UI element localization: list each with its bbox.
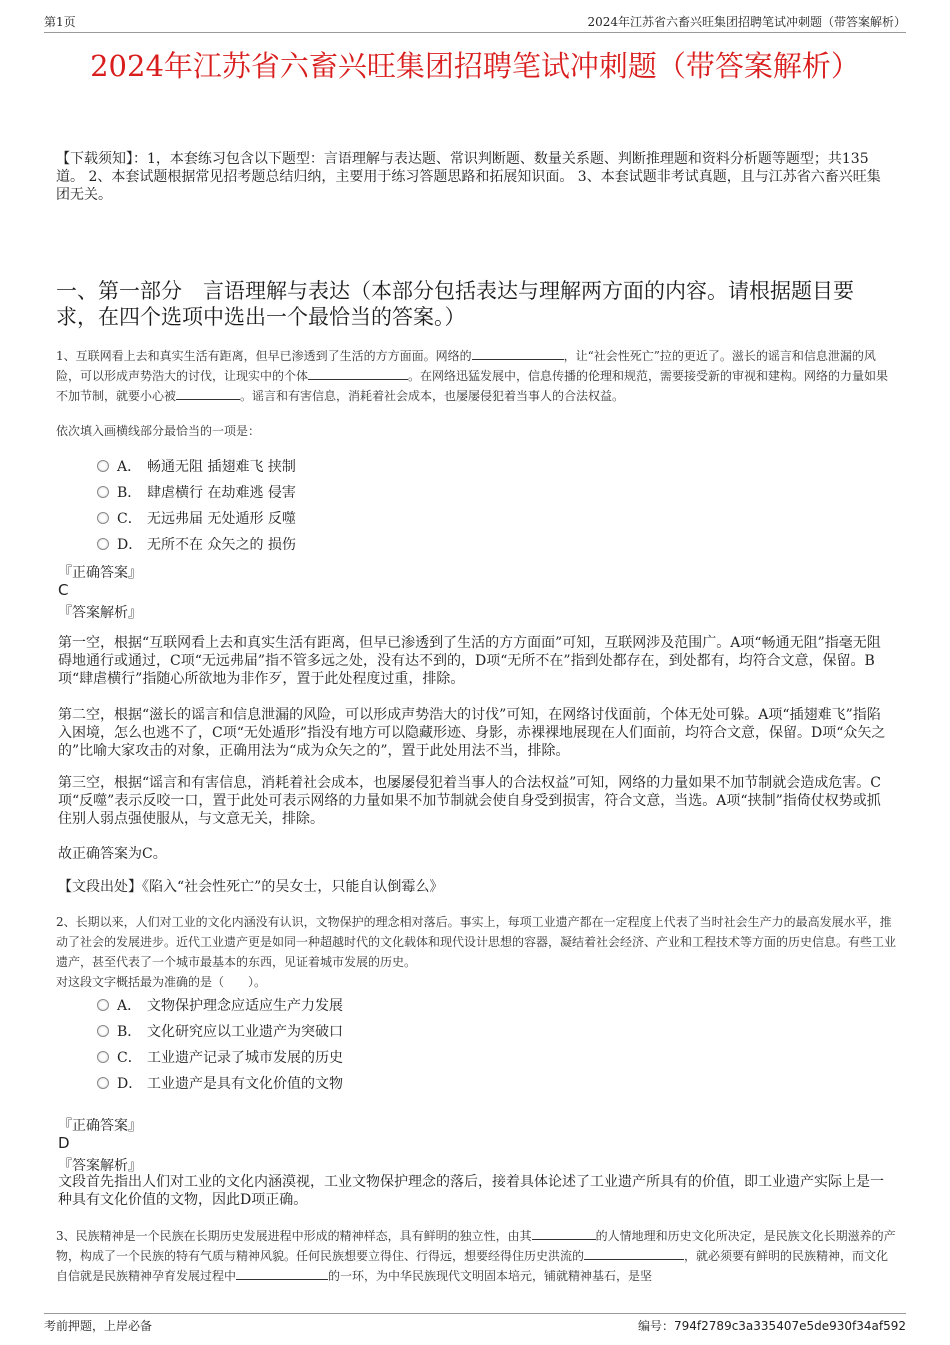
answer-label: 『正确答案』 bbox=[58, 565, 142, 581]
option-c[interactable]: C． 无远弗届 无处遁形 反噬 bbox=[97, 505, 296, 531]
blank-3 bbox=[236, 1267, 328, 1280]
radio-icon[interactable] bbox=[97, 538, 109, 550]
analysis-paragraph: 第二空，根据“滋长的谣言和信息泄漏的风险，可以形成声势浩大的讨伐”可知，在网络讨伐面前，个体无处可躲。A项“插翅难飞”指陷入困境，怎么也逃不了，C项“无处遁形”指没有地方可以隐藏形迹、身影，赤裸裸地展现在人们面前，均符合文意，保留。D项“众矢之的”比喻大家攻击的对象，正确用法为“成为众矢之的”，置于此处用法不当，排除。 bbox=[58, 707, 886, 759]
analysis-conclusion: 故正确答案为C。 bbox=[58, 846, 167, 862]
question-1-options bbox=[97, 453, 296, 557]
blank-2 bbox=[308, 367, 408, 380]
option-b[interactable]: B． 文化研究应以工业遗产为突破口 bbox=[97, 1018, 343, 1044]
footer-slogan: 考前押题，上岸必备 bbox=[44, 1319, 153, 1333]
option-b[interactable]: B． 肆虐横行 在劫难逃 侵害 bbox=[97, 479, 296, 505]
header-doc-title: 2024年江苏省六畜兴旺集团招聘笔试冲刺题（带答案解析） bbox=[587, 15, 906, 29]
blank-2 bbox=[584, 1247, 684, 1260]
option-d[interactable]: D． 无所不在 众矢之的 损伤 bbox=[97, 531, 296, 557]
option-a[interactable]: A． 畅通无阻 插翅难飞 挟制 bbox=[97, 453, 296, 479]
radio-icon[interactable] bbox=[97, 999, 109, 1011]
question-3-text: 3、民族精神是一个民族在长期历史发展进程中形成的精神样态，具有鲜明的独立性，由其 的人情地理和历史文化所决定，是民族文化长期滋养的产物，构成了一个民族的特有气质与精神风貌。任何民族想要立得住、行得远，想要经得住历史洪流的 ，就必须要有鲜明的民族精神，而文化自信就是民族精神孕育发展过程中 的一环，为中华民族现代文明固本培元，铺就精神基石，是坚 bbox=[56, 1229, 896, 1283]
question-2-options bbox=[97, 992, 343, 1096]
radio-icon[interactable] bbox=[97, 512, 109, 524]
analysis-paragraph: 文段首先指出人们对工业的文化内涵漠视，工业文物保护理念的落后，接着具体论述了工业遗产所具有的价值，即工业遗产实际上是一种具有文化价值的文物，因此D项正确。 bbox=[58, 1174, 884, 1208]
blank-1 bbox=[472, 347, 564, 360]
radio-icon[interactable] bbox=[97, 486, 109, 498]
radio-icon[interactable] bbox=[97, 1077, 109, 1089]
correct-answer: D bbox=[58, 1134, 70, 1152]
analysis-paragraph: 第三空，根据“谣言和有害信息，消耗着社会成本，也屡屡侵犯着当事人的合法权益”可知，网络的力量如果不加节制就会造成危害。C项“反噬”表示反咬一口，置于此处可表示网络的力量如果不加节制就会使自身受到损害，符合文意，当选。A项“挟制”指倚仗权势或抓住别人弱点强使服从，与文意无关，排除。 bbox=[58, 775, 882, 827]
blank-3 bbox=[176, 387, 240, 400]
option-c[interactable]: C． 工业遗产记录了城市发展的历史 bbox=[97, 1044, 343, 1070]
question-2-prompt: 对这段文字概括最为准确的是（ ）。 bbox=[56, 975, 267, 989]
page-title: 2024年江苏省六畜兴旺集团招聘笔试冲刺题（带答案解析） bbox=[90, 49, 860, 83]
analysis-label: 『答案解析』 bbox=[58, 1158, 142, 1174]
download-notice: 【下载须知】：1，本套练习包含以下题型：言语理解与表达题、常识判断题、数量关系题、判断推理题和资料分析题等题型；共135道。 2、本套试题根据常见招考题总结归纳，主要用于练习答题思路和拓展知识面。 3、本套试题非考试真题，且与江苏省六畜兴旺集团无关。 bbox=[56, 151, 881, 203]
page-footer bbox=[44, 1313, 906, 1334]
question-1-text: 1、互联网看上去和真实生活有距离，但早已渗透到了生活的方方面面。网络的 ，让“社会性死亡”拉的更近了。滋长的谣言和信息泄漏的风险，可以形成声势浩大的讨伐，让现实中的个体 。在网络迅猛发展中，信息传播的伦理和规范，需要接受新的审视和建构。网络的力量如果不加节制，就要小心被 。谣言和有害信息，消耗着社会成本，也屡屡侵犯着当事人的合法权益。 bbox=[56, 349, 889, 403]
radio-icon[interactable] bbox=[97, 1051, 109, 1063]
analysis-paragraph: 第一空，根据“互联网看上去和真实生活有距离，但早已渗透到了生活的方方面面”可知，互联网涉及范围广。A项“畅通无阻”指毫无阻碍地通行或通过，C项“无远弗届”指不管多远之处，没有达不到的，D项“无所不在”指到处都存在，到处都有，均符合文意，保留。B项“肆虐横行”指随心所欲地为非作歹，置于此处程度过重，排除。 bbox=[58, 635, 881, 687]
radio-icon[interactable] bbox=[97, 460, 109, 472]
question-1-prompt: 依次填入画横线部分最恰当的一项是： bbox=[56, 424, 261, 438]
blank-1 bbox=[532, 1227, 596, 1240]
source-citation: 【文段出处】《陷入“社会性死亡”的吴女士，只能自认倒霉么》 bbox=[58, 879, 444, 895]
question-2-text: 2、长期以来，人们对工业的文化内涵没有认识，文物保护的理念相对落后。事实上，每项工业遗产都在一定程度上代表了当时社会生产力的最高发展水平，推动了社会的发展进步。近代工业遗产更是如同一种超越时代的文化载体和现代设计思想的容器，凝结着社会经济、产业和工程技术等方面的历史信息。有些工业遗产，甚至代表了一个城市最基本的东西，见证着城市发展的历史。 bbox=[56, 915, 897, 969]
correct-answer: C bbox=[58, 581, 69, 599]
page-header bbox=[44, 10, 906, 33]
section-heading: 一、第一部分 言语理解与表达（本部分包括表达与理解两方面的内容。请根据题目要求，在四个选项中选出一个最恰当的答案。） bbox=[56, 279, 854, 329]
radio-icon[interactable] bbox=[97, 1025, 109, 1037]
document-code: 编号：794f2789c3a335407e5de930f34af592 bbox=[638, 1319, 906, 1333]
analysis-label: 『答案解析』 bbox=[58, 605, 142, 621]
answer-label: 『正确答案』 bbox=[58, 1118, 142, 1134]
option-d[interactable]: D． 工业遗产是具有文化价值的文物 bbox=[97, 1070, 343, 1096]
page-number: 第1页 bbox=[44, 15, 76, 29]
option-a[interactable]: A． 文物保护理念应适应生产力发展 bbox=[97, 992, 343, 1018]
